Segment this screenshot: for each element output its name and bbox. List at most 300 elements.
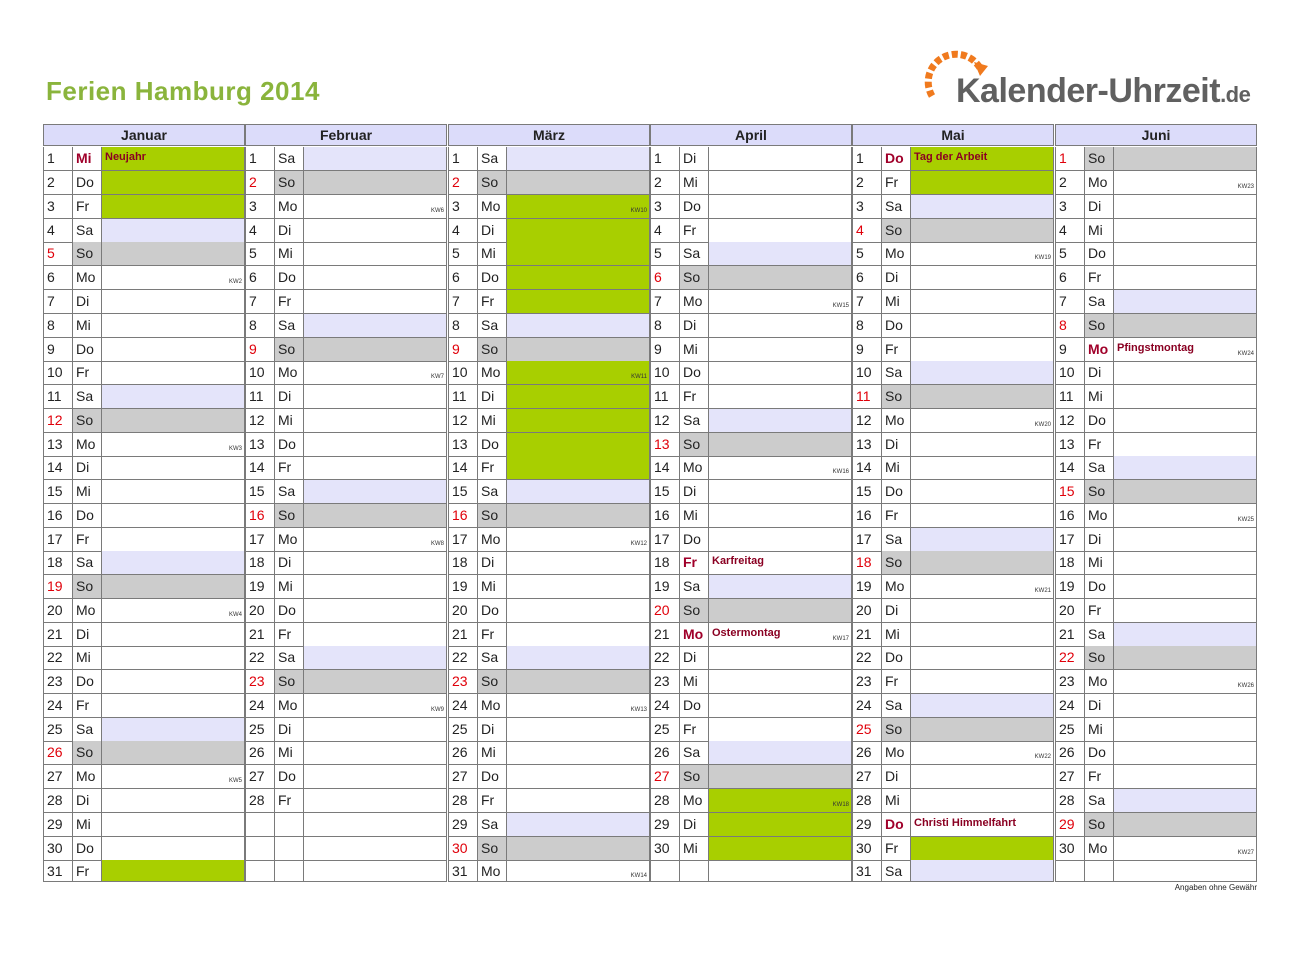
weekday: Mo [680,456,709,480]
day-row [448,456,650,480]
weekday: Sa [882,528,911,552]
day-row [1055,195,1257,219]
weekday: Fr [882,338,911,362]
day-note-cell [507,456,650,480]
day-number: 31 [43,860,73,882]
day-number: 17 [448,528,478,552]
day-note-cell [304,219,447,243]
day-note-cell [1114,361,1257,385]
day-row [1055,741,1257,765]
week-number: KW5 [228,778,242,784]
day-number: 10 [43,361,73,385]
weekday: Mo [680,290,709,314]
day-number: 20 [43,599,73,623]
weekday: Mo [1085,338,1114,362]
day-number: 26 [852,741,882,765]
day-number: 20 [1055,599,1085,623]
day-row [852,623,1054,647]
day-note-cell [1114,480,1257,504]
day-row [650,860,852,882]
day-number: 12 [852,409,882,433]
day-row [852,266,1054,290]
day-note-cell [102,480,245,504]
week-number: KW23 [1237,184,1254,190]
day-row [448,789,650,813]
day-note-cell [304,433,447,457]
day-row [650,147,852,171]
weekday: Mo [478,694,507,718]
day-row [650,718,852,742]
day-note-cell [709,480,852,504]
day-number: 20 [650,599,680,623]
day-row [852,171,1054,195]
weekday: Di [1085,528,1114,552]
day-number: 28 [650,789,680,813]
day-note-cell [1114,837,1257,861]
day-number: 22 [43,646,73,670]
day-number: 19 [43,575,73,599]
weekday: Mo [680,789,709,813]
day-note-cell [304,195,447,219]
day-number: 1 [650,147,680,171]
weekday: Fr [275,789,304,813]
day-row [1055,504,1257,528]
day-note-cell [507,171,650,195]
day-number: 24 [448,694,478,718]
weekday: Do [275,433,304,457]
day-note-cell [507,599,650,623]
weekday: Sa [73,219,102,243]
day-note-cell [102,433,245,457]
day-row [650,219,852,243]
day-number: 27 [43,765,73,789]
day-number: 23 [448,670,478,694]
day-number: 15 [43,480,73,504]
day-row [448,504,650,528]
day-note-cell [507,480,650,504]
day-row [448,266,650,290]
day-number: 7 [1055,290,1085,314]
day-row [1055,575,1257,599]
day-note-cell [911,504,1054,528]
week-number: KW17 [832,636,849,642]
weekday: Fr [882,837,911,861]
weekday: Do [882,147,911,171]
weekday: So [73,575,102,599]
day-row [448,409,650,433]
day-number: 23 [852,670,882,694]
day-number: 17 [43,528,73,552]
day-number: 10 [1055,361,1085,385]
weekday: So [1085,646,1114,670]
day-row [650,765,852,789]
day-row [1055,242,1257,266]
day-row [852,195,1054,219]
day-note-cell [304,338,447,362]
day-note-cell [507,314,650,338]
weekday: Di [680,314,709,338]
weekday: Fr [1085,266,1114,290]
day-number: 23 [650,670,680,694]
day-note-cell [911,242,1054,266]
day-number: 10 [852,361,882,385]
day-row [650,385,852,409]
day-number: 16 [448,504,478,528]
day-number: 17 [650,528,680,552]
day-row [650,480,852,504]
page-title: Ferien Hamburg 2014 [46,76,320,106]
day-number: 31 [852,860,882,882]
day-note-cell [102,361,245,385]
weekday: Do [73,670,102,694]
day-note-cell [911,433,1054,457]
day-row [852,338,1054,362]
day-number: 27 [245,765,275,789]
day-note-cell [709,195,852,219]
day-note-cell [911,860,1054,882]
week-number: KW25 [1237,517,1254,523]
day-row [650,789,852,813]
day-row [852,670,1054,694]
day-row [43,290,245,314]
day-number: 18 [1055,551,1085,575]
day-number: 4 [43,219,73,243]
day-row [852,504,1054,528]
day-note-cell [1114,789,1257,813]
day-number: 7 [245,290,275,314]
weekday: Do [680,694,709,718]
day-row [43,646,245,670]
day-row [650,599,852,623]
day-row [1055,290,1257,314]
day-number: 7 [43,290,73,314]
day-row [1055,361,1257,385]
day-note-cell [1114,266,1257,290]
day-note-cell [102,195,245,219]
day-number: 13 [245,433,275,457]
day-number: 30 [852,837,882,861]
weekday: Di [73,456,102,480]
day-note-cell [304,551,447,575]
weekday: Mi [680,837,709,861]
weekday: Mo [882,741,911,765]
day-number: 19 [448,575,478,599]
weekday: Di [1085,694,1114,718]
day-number: 28 [245,789,275,813]
day-number: 29 [1055,813,1085,837]
day-note-cell [1114,290,1257,314]
weekday: Mi [680,338,709,362]
day-row [43,741,245,765]
day-row [650,314,852,338]
day-row [43,456,245,480]
day-row [245,456,447,480]
logo[interactable] [918,44,1251,114]
day-note-cell [304,694,447,718]
weekday: Mo [1085,504,1114,528]
day-note-cell [507,670,650,694]
day-number: 13 [650,433,680,457]
day-row [1055,409,1257,433]
day-row [43,171,245,195]
day-number: 11 [1055,385,1085,409]
day-row [448,694,650,718]
weekday: Mi [275,409,304,433]
weekday: Mo [478,860,507,882]
weekday: Sa [1085,623,1114,647]
holiday-label: Christi Himmelfahrt [914,817,1017,829]
day-row [650,433,852,457]
weekday: Mi [1085,219,1114,243]
day-number: 2 [43,171,73,195]
weekday: So [275,504,304,528]
day-number: 11 [448,385,478,409]
day-row [650,623,852,647]
week-number: KW16 [832,469,849,475]
day-number: 3 [245,195,275,219]
day-note-cell [709,290,852,314]
weekday: Fr [73,694,102,718]
day-row [1055,147,1257,171]
day-note-cell [1114,765,1257,789]
day-row [1055,266,1257,290]
weekday: Mo [275,694,304,718]
weekday: Di [275,718,304,742]
weekday: Do [478,599,507,623]
day-note-cell [304,813,447,837]
weekday: Mi [882,290,911,314]
day-row [448,433,650,457]
day-note-cell [709,147,852,171]
day-note-cell [304,575,447,599]
weekday: Do [1085,242,1114,266]
day-number: 8 [852,314,882,338]
day-row [43,195,245,219]
day-row [43,837,245,861]
week-number: KW14 [630,873,647,879]
day-number: 29 [43,813,73,837]
weekday: Fr [478,456,507,480]
weekday: Mo [1085,837,1114,861]
week-number: KW6 [430,208,444,214]
weekday: So [478,171,507,195]
day-note-cell [911,195,1054,219]
month-header: Februar [245,124,447,146]
weekday: Sa [680,242,709,266]
day-row [650,528,852,552]
day-number: 8 [1055,314,1085,338]
day-note-cell [1114,385,1257,409]
day-number: 27 [448,765,478,789]
day-note-cell [304,456,447,480]
day-row [448,551,650,575]
day-number: 16 [245,504,275,528]
day-row [1055,765,1257,789]
day-number: 10 [245,361,275,385]
day-number: 14 [650,456,680,480]
day-row [852,456,1054,480]
day-note-cell [1114,147,1257,171]
weekday: Di [275,385,304,409]
day-number: 21 [448,623,478,647]
day-row [43,694,245,718]
day-note-cell [304,361,447,385]
weekday: Mo [882,242,911,266]
day-row [650,575,852,599]
day-number: 26 [1055,741,1085,765]
weekday: Sa [275,147,304,171]
day-note-cell [1114,195,1257,219]
day-row [448,670,650,694]
day-note-cell [507,147,650,171]
day-number: 1 [448,147,478,171]
day-note-cell [709,813,852,837]
weekday: Mi [478,741,507,765]
weekday: Do [680,195,709,219]
day-note-cell [304,646,447,670]
day-note-cell [507,837,650,861]
weekday: Fr [73,195,102,219]
day-note-cell [507,741,650,765]
day-note-cell [911,599,1054,623]
day-note-cell [507,528,650,552]
weekday: Fr [275,623,304,647]
weekday: Di [478,718,507,742]
day-note-cell [102,765,245,789]
day-number: 11 [852,385,882,409]
day-row [1055,480,1257,504]
weekday: Fr [478,290,507,314]
day-number: 9 [1055,338,1085,362]
weekday: Mi [73,646,102,670]
weekday: Di [478,551,507,575]
day-note-cell [102,813,245,837]
day-number: 13 [1055,433,1085,457]
weekday: Di [680,480,709,504]
day-note-cell [1114,694,1257,718]
day-row [1055,718,1257,742]
day-note-cell [102,242,245,266]
day-row [448,480,650,504]
holiday-label: Ostermontag [712,627,781,639]
weekday: Mo [73,599,102,623]
day-row [43,361,245,385]
day-row [1055,860,1257,882]
day-number: 21 [43,623,73,647]
day-note-cell [1114,242,1257,266]
weekday: Do [882,646,911,670]
day-row [245,789,447,813]
day-note-cell [911,623,1054,647]
weekday: Mo [73,266,102,290]
day-note-cell [507,409,650,433]
day-number: 28 [1055,789,1085,813]
weekday: So [73,409,102,433]
day-note-cell [102,741,245,765]
day-note-cell [304,147,447,171]
day-row [245,765,447,789]
day-note-cell [709,242,852,266]
day-note-cell [1114,409,1257,433]
weekday: Do [680,528,709,552]
day-note-cell [102,504,245,528]
calendar-grid [43,124,1258,882]
day-note-cell [709,741,852,765]
day-note-cell [102,599,245,623]
weekday: Mi [478,242,507,266]
day-number: 31 [448,860,478,882]
day-note-cell [709,575,852,599]
day-row [245,694,447,718]
day-row [1055,646,1257,670]
week-number: KW8 [430,541,444,547]
month-header: April [650,124,852,146]
day-note-cell [507,338,650,362]
day-number: 22 [245,646,275,670]
weekday: So [478,338,507,362]
weekday: So [1085,147,1114,171]
weekday: Sa [275,646,304,670]
day-note-cell [911,528,1054,552]
day-number: 1 [245,147,275,171]
weekday: Mo [275,195,304,219]
day-note-cell [709,765,852,789]
week-number: KW2 [228,279,242,285]
day-number: 20 [852,599,882,623]
day-note-cell [507,290,650,314]
weekday: Do [882,480,911,504]
day-number: 18 [650,551,680,575]
day-number: 4 [852,219,882,243]
day-note-cell [709,266,852,290]
weekday: Do [882,314,911,338]
day-row [448,575,650,599]
day-row [43,718,245,742]
day-note-cell [507,623,650,647]
day-row [1055,837,1257,861]
day-number [245,860,275,882]
day-note-cell [911,480,1054,504]
day-row [43,789,245,813]
day-note-cell [304,837,447,861]
day-row [852,599,1054,623]
day-note-cell [102,147,245,171]
day-number: 22 [1055,646,1085,670]
day-note-cell [304,242,447,266]
weekday: Mo [275,528,304,552]
weekday: Sa [1085,290,1114,314]
day-row [448,599,650,623]
day-row [650,646,852,670]
disclaimer: Angaben ohne Gewähr [1174,883,1257,892]
weekday: Mo [478,528,507,552]
day-note-cell [507,789,650,813]
day-row [650,290,852,314]
day-row [245,623,447,647]
day-note-cell [1114,623,1257,647]
day-note-cell [507,694,650,718]
day-number: 3 [448,195,478,219]
day-row [1055,528,1257,552]
day-note-cell [911,456,1054,480]
day-note-cell [1114,575,1257,599]
day-number: 8 [43,314,73,338]
day-note-cell [102,694,245,718]
day-row [245,409,447,433]
weekday: Fr [1085,433,1114,457]
day-number: 18 [245,551,275,575]
day-number: 24 [650,694,680,718]
